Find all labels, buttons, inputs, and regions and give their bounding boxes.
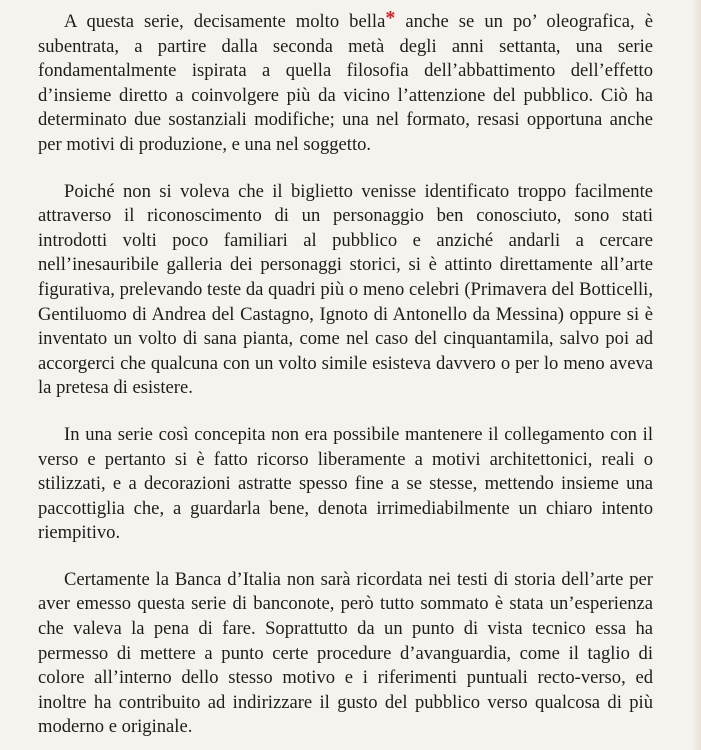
page-edge-shadow bbox=[691, 0, 701, 750]
paragraph-3 bbox=[38, 423, 653, 546]
paragraph-1 bbox=[38, 6, 653, 158]
paragraph-2 bbox=[38, 180, 653, 401]
footnote-asterisk: * bbox=[385, 7, 396, 29]
paragraph-4 bbox=[38, 568, 653, 740]
paragraph-4-text: Certamente la Banca d’Italia non sarà ricordata nei testi di storia dell’arte per aver emesso questa serie di banconote, però tutto sommato è stata un’esperienza che valeva la pena di fare. Soprattutto da un punto di vista tecnico essa ha permesso di mettere a punto certe procedure d’avanguardia, come il taglio di colore all’interno dello stesso motivo e i riferimenti puntuali recto-verso, ed inoltre ha contribuito ad indirizzare il gusto del pubblico verso qualcosa di più moderno e originale. bbox=[38, 568, 653, 738]
paragraph-3-text: In una serie così concepita non era possibile mantenere il collegamento con il verso e pertanto si è fatto ricorso liberamente a motivi architettonici, reali o stilizzati, e a decorazioni astratte spesso fine a se stesse, mettendo insieme una paccottiglia che, a guardarla bene, denota irrimediabilmente un chiaro intento riempitivo. bbox=[38, 423, 653, 544]
paragraph-1-text-end: anche se un po’ oleografica, è subentrata, a partire dalla seconda metà degli anni settanta, una serie fondamentalmente ispirata a quella filosofia dell’abbattimento dell’effetto d’insieme diretto a coinvolgere più da vicino l’attenzione del pubblico. Ciò ha determinato due sostanziali modifiche; una nel formato, resasi opportuna anche per motivi di produzione, e una nel soggetto. bbox=[38, 11, 653, 155]
paragraph-1-text-start: A questa serie, decisamente molto bella bbox=[64, 11, 386, 32]
paragraph-2-text: Poiché non si voleva che il biglietto venisse identificato troppo facilmente attraverso il riconoscimento di un personaggio ben conosciuto, sono stati introdotti volti poco familiari al pubblico e anziché andarli a cercare nell’inesauribile galleria dei personaggi storici, si è attinto direttamente all’arte figurativa, prelevando teste da quadri più o meno celebri (Primavera del Botticelli, Gentiluomo di Andrea del Castagno, Ignoto di Antonello da Messina) oppure si è inventato un volto di sana pianta, come nel caso del cinquantamila, salvo poi ad accorgerci che qualcuna con un volto simile esisteva davvero o per lo meno aveva la pretesa di esistere. bbox=[38, 180, 653, 399]
